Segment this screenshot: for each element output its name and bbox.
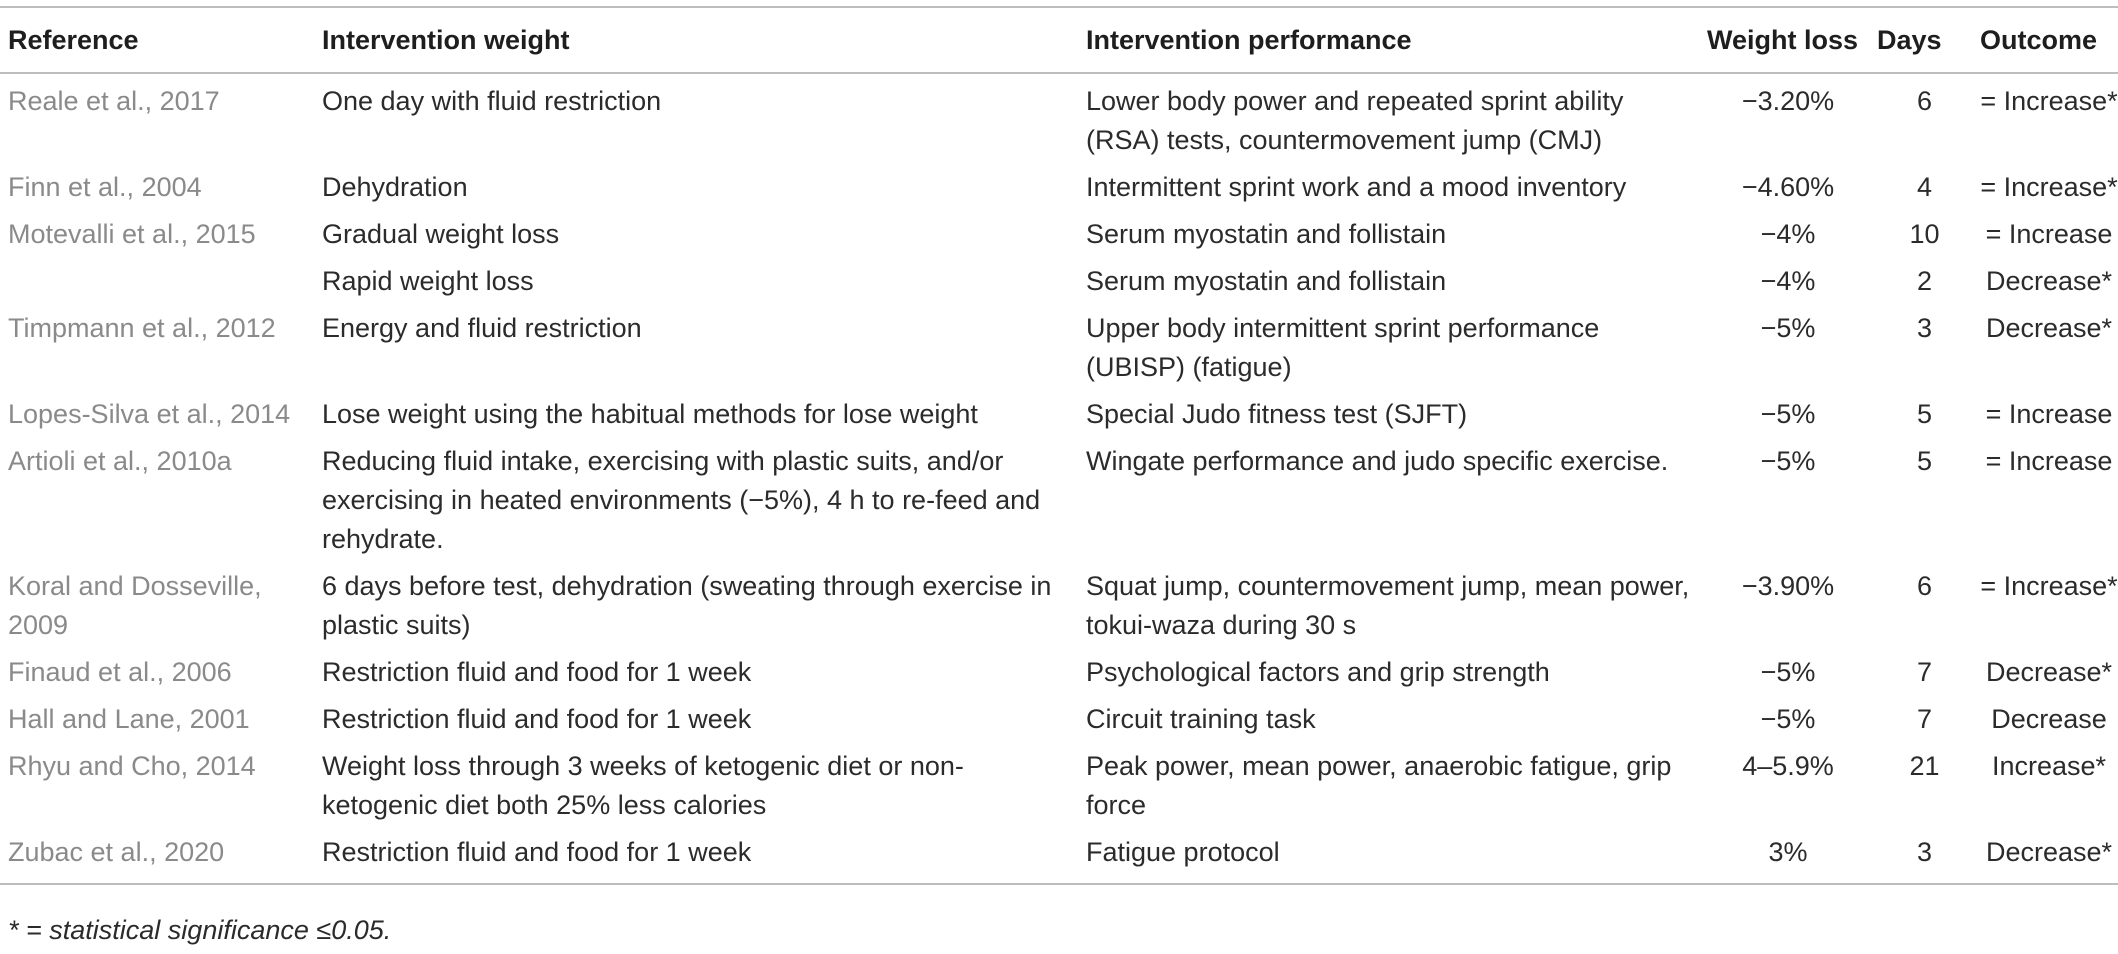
footnote: * = statistical significance ≤0.05. bbox=[8, 915, 392, 945]
cell-intervention-performance: Lower body power and repeated sprint ability (RSA) tests, countermovement jump (CMJ) bbox=[1086, 86, 1624, 155]
cell-days: 3 bbox=[1916, 313, 1933, 343]
cell-days: 7 bbox=[1916, 657, 1933, 687]
cell-intervention-weight: Lose weight using the habitual methods for lose weight bbox=[322, 399, 978, 429]
cell-intervention-weight: Restriction fluid and food for 1 week bbox=[322, 704, 752, 734]
cell-intervention-weight: Restriction fluid and food for 1 week bbox=[322, 657, 752, 687]
header-days: Days bbox=[1869, 8, 1972, 73]
cell-intervention-weight: 6 days before test, dehydration (sweating through exercise in plastic suits) bbox=[322, 571, 1052, 640]
cell-reference: Lopes-Silva et al., 2014 bbox=[8, 399, 291, 429]
table-row bbox=[0, 254, 2118, 301]
header-outcome: Outcome bbox=[1972, 8, 2118, 73]
cell-reference bbox=[0, 254, 314, 301]
cell-days: 10 bbox=[1909, 219, 1940, 249]
cell-outcome: = Increase* bbox=[1980, 86, 2118, 116]
cell-intervention-weight: One day with fluid restriction bbox=[322, 86, 662, 116]
cell-outcome: = Increase bbox=[1985, 219, 2113, 249]
table-row bbox=[0, 559, 2118, 645]
cell-intervention-performance: Wingate performance and judo specific exercise. bbox=[1086, 446, 1669, 476]
cell-reference: Timpmann et al., 2012 bbox=[8, 313, 276, 343]
cell-intervention-performance: Serum myostatin and follistain bbox=[1086, 266, 1447, 296]
table-row bbox=[0, 692, 2118, 739]
cell-outcome: Decrease* bbox=[1985, 657, 2113, 687]
cell-outcome: = Increase bbox=[1985, 446, 2113, 476]
cell-days: 6 bbox=[1916, 86, 1933, 116]
cell-intervention-performance: Fatigue protocol bbox=[1078, 825, 1699, 884]
cell-intervention-performance: Upper body intermittent sprint performance (UBISP) (fatigue) bbox=[1086, 313, 1600, 382]
cell-intervention-weight: Rapid weight loss bbox=[322, 266, 534, 296]
cell-reference: Artioli et al., 2010a bbox=[8, 446, 232, 476]
cell-intervention-weight: Dehydration bbox=[322, 172, 468, 202]
table-row bbox=[0, 825, 2118, 884]
cell-weight-loss: −5% bbox=[1760, 313, 1816, 343]
cell-weight-loss: 3% bbox=[1699, 825, 1869, 884]
header-row bbox=[0, 8, 2118, 73]
cell-days: 21 bbox=[1909, 751, 1940, 781]
cell-intervention-performance: Circuit training task bbox=[1086, 704, 1316, 734]
cell-reference: Reale et al., 2017 bbox=[8, 86, 220, 116]
cell-weight-loss: −3.20% bbox=[1741, 86, 1835, 116]
cell-weight-loss: −5% bbox=[1760, 446, 1816, 476]
cell-intervention-performance: Peak power, mean power, anaerobic fatigue, grip force bbox=[1086, 751, 1672, 820]
cell-intervention-weight: Energy and fluid restriction bbox=[322, 313, 642, 343]
header-intervention-performance: Intervention performance bbox=[1078, 8, 1699, 73]
table-row bbox=[0, 73, 2118, 160]
cell-days: 2 bbox=[1916, 266, 1933, 296]
cell-intervention-weight: Gradual weight loss bbox=[322, 219, 560, 249]
cell-reference: Hall and Lane, 2001 bbox=[8, 704, 250, 734]
table-row bbox=[0, 207, 2118, 254]
cell-weight-loss: −4% bbox=[1760, 219, 1816, 249]
cell-intervention-performance: Squat jump, countermovement jump, mean power, tokui-waza during 30 s bbox=[1086, 571, 1690, 640]
header-intervention-weight: Intervention weight bbox=[314, 8, 1078, 73]
cell-days: 7 bbox=[1916, 704, 1933, 734]
cell-intervention-performance: Special Judo fitness test (SJFT) bbox=[1086, 399, 1468, 429]
data-table bbox=[0, 8, 2118, 885]
cell-weight-loss: 4–5.9% bbox=[1742, 751, 1834, 781]
cell-weight-loss: −4% bbox=[1760, 266, 1816, 296]
cell-intervention-weight: Reducing fluid intake, exercising with plastic suits, and/or exercising in heated environments (−5%), 4 h to re-feed and rehydrate. bbox=[322, 446, 1041, 554]
cell-days: 3 bbox=[1869, 825, 1972, 884]
cell-days: 4 bbox=[1916, 172, 1933, 202]
table-row bbox=[0, 739, 2118, 825]
cell-outcome: = Increase bbox=[1985, 399, 2113, 429]
cell-intervention-performance: Psychological factors and grip strength bbox=[1086, 657, 1550, 687]
cell-outcome: Decrease bbox=[1991, 704, 2107, 734]
cell-outcome: = Increase* bbox=[1980, 172, 2118, 202]
cell-weight-loss: −5% bbox=[1760, 399, 1816, 429]
table-row bbox=[0, 387, 2118, 434]
cell-outcome: Decrease* bbox=[1972, 825, 2118, 884]
cell-weight-loss: −4.60% bbox=[1741, 172, 1835, 202]
header-reference: Reference bbox=[0, 8, 314, 73]
table-row bbox=[0, 434, 2118, 559]
cell-reference: Zubac et al., 2020 bbox=[0, 825, 314, 884]
cell-reference: Finaud et al., 2006 bbox=[8, 657, 232, 687]
cell-days: 6 bbox=[1916, 571, 1933, 601]
cell-weight-loss: −3.90% bbox=[1741, 571, 1835, 601]
cell-days: 5 bbox=[1916, 399, 1933, 429]
cell-intervention-performance: Serum myostatin and follistain bbox=[1086, 219, 1447, 249]
cell-intervention-performance: Intermittent sprint work and a mood inventory bbox=[1086, 172, 1627, 202]
cell-weight-loss: −5% bbox=[1760, 704, 1816, 734]
cell-reference: Finn et al., 2004 bbox=[8, 172, 202, 202]
cell-reference: Rhyu and Cho, 2014 bbox=[8, 751, 256, 781]
cell-reference: Koral and Dosseville, 2009 bbox=[8, 571, 262, 640]
table-row bbox=[0, 301, 2118, 387]
cell-outcome: Decrease* bbox=[1985, 313, 2113, 343]
table-row bbox=[0, 645, 2118, 692]
cell-outcome: = Increase* bbox=[1980, 571, 2118, 601]
header-weight-loss: Weight loss bbox=[1699, 8, 1869, 73]
cell-days: 5 bbox=[1916, 446, 1933, 476]
cell-outcome: Increase* bbox=[1991, 751, 2107, 781]
cell-intervention-weight: Weight loss through 3 weeks of ketogenic diet or non-ketogenic diet both 25% less calories bbox=[322, 751, 964, 820]
table-row bbox=[0, 160, 2118, 207]
cell-reference: Motevalli et al., 2015 bbox=[8, 219, 256, 249]
cell-weight-loss: −5% bbox=[1760, 657, 1816, 687]
cell-outcome: Decrease* bbox=[1985, 266, 2113, 296]
cell-intervention-weight: Restriction fluid and food for 1 week bbox=[314, 825, 1078, 884]
